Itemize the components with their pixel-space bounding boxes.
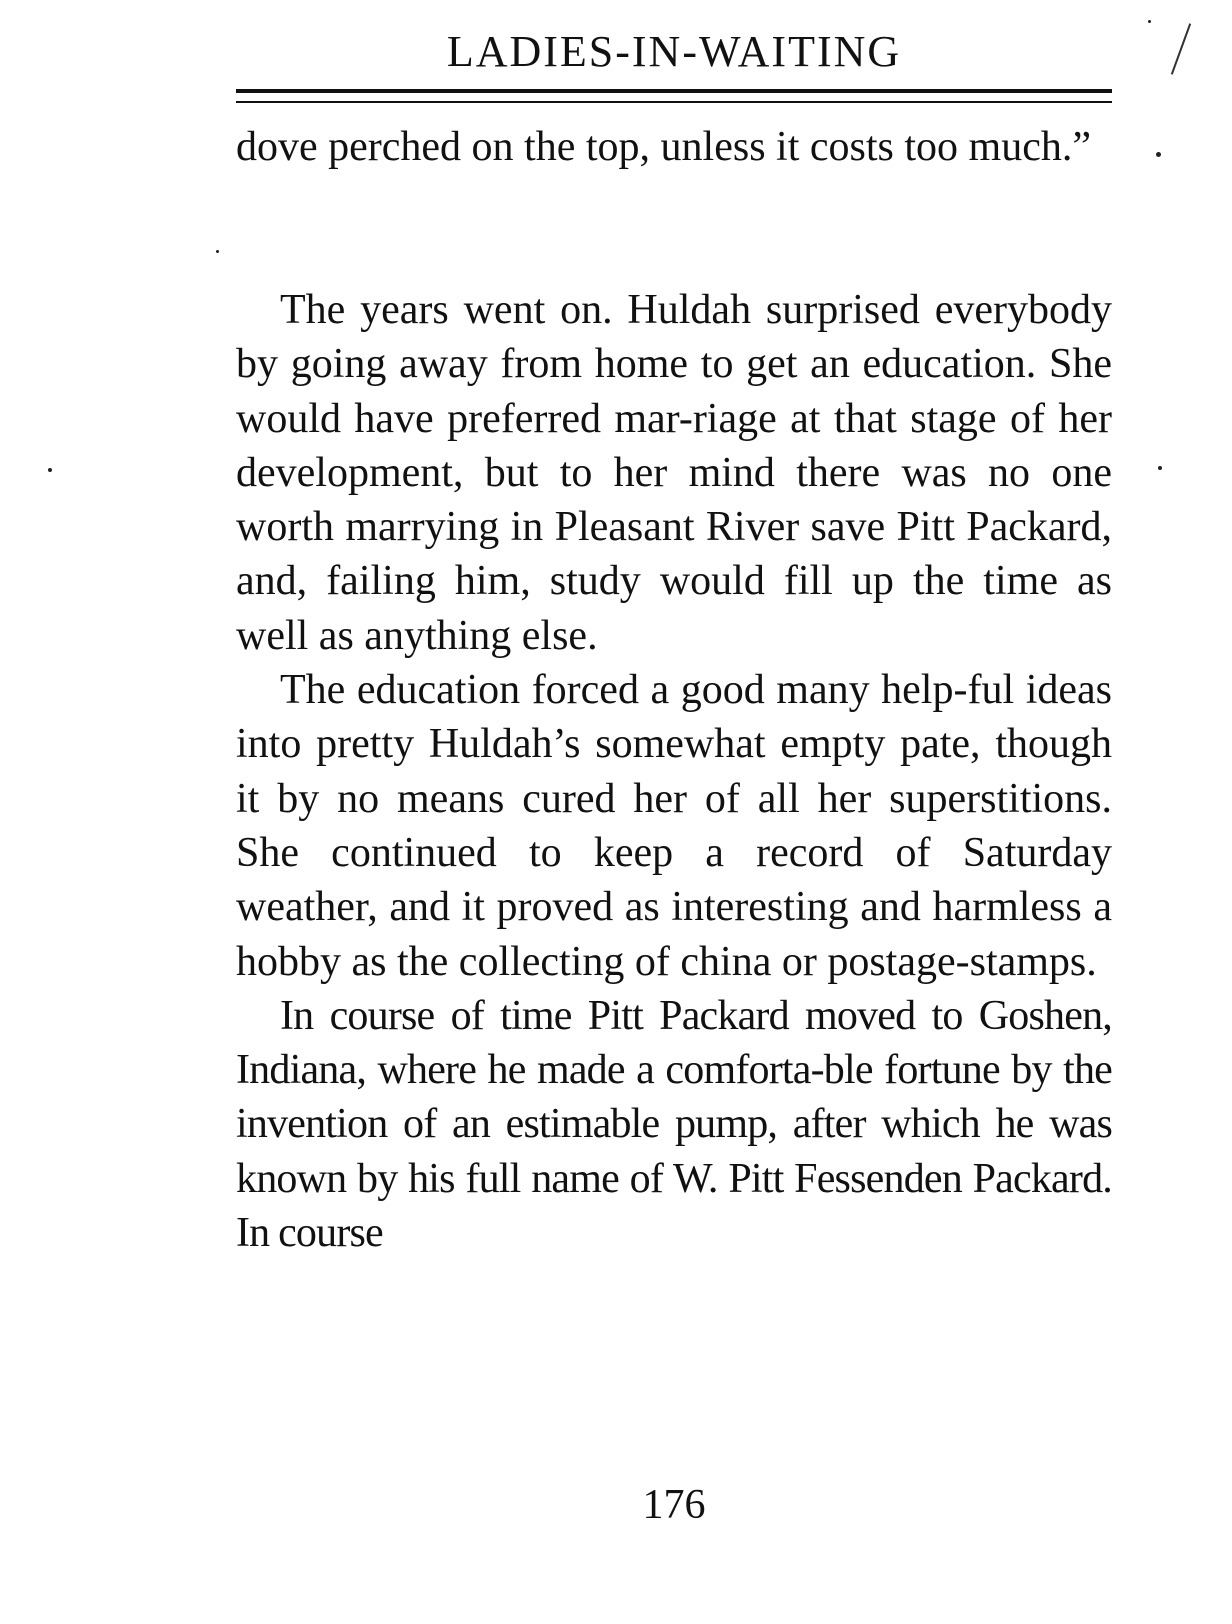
scan-speck — [48, 468, 52, 472]
scan-mark — [1171, 23, 1191, 74]
scan-speck — [1148, 20, 1151, 23]
continuation-block — [236, 120, 1112, 174]
running-head: LADIES-IN-WAITING — [446, 27, 902, 76]
continuation-text: dove perched on the top, unless it costs too much.” — [236, 124, 1091, 170]
header-rule-thin — [236, 101, 1112, 103]
scan-speck — [1156, 152, 1161, 157]
scan-speck — [216, 250, 219, 253]
paragraph-1: The years went on. Huldah surprised everybody by going away from home to get an education. She would have preferred mar-riage at that stage of her development, but to her mind there was no one worth marrying in Pleasant River save Pitt Packard, and, failing him, study would fill up the time as well as anything else. — [236, 287, 1112, 659]
paragraph-2: The education forced a good many help-ful ideas into pretty Huldah’s somewhat empty pate, though it by no means cured her of all her superstitions. She continued to keep a record of Saturday weather, and it proved as interesting and harmless a hobby as the collecting of china or postage-stamps. — [236, 667, 1112, 985]
page-number: 176 — [642, 1482, 706, 1528]
header-rule-thick — [236, 89, 1112, 93]
paragraph-3: In course of time Pitt Packard moved to Goshen, Indiana, where he made a comforta-ble fortune by the invention of an estimable pump, after which he was known by his full name of W. Pitt Fessenden Packard. In course — [236, 992, 1112, 1257]
paragraph-block-1 — [236, 283, 1112, 1260]
scan-speck — [1158, 466, 1162, 470]
